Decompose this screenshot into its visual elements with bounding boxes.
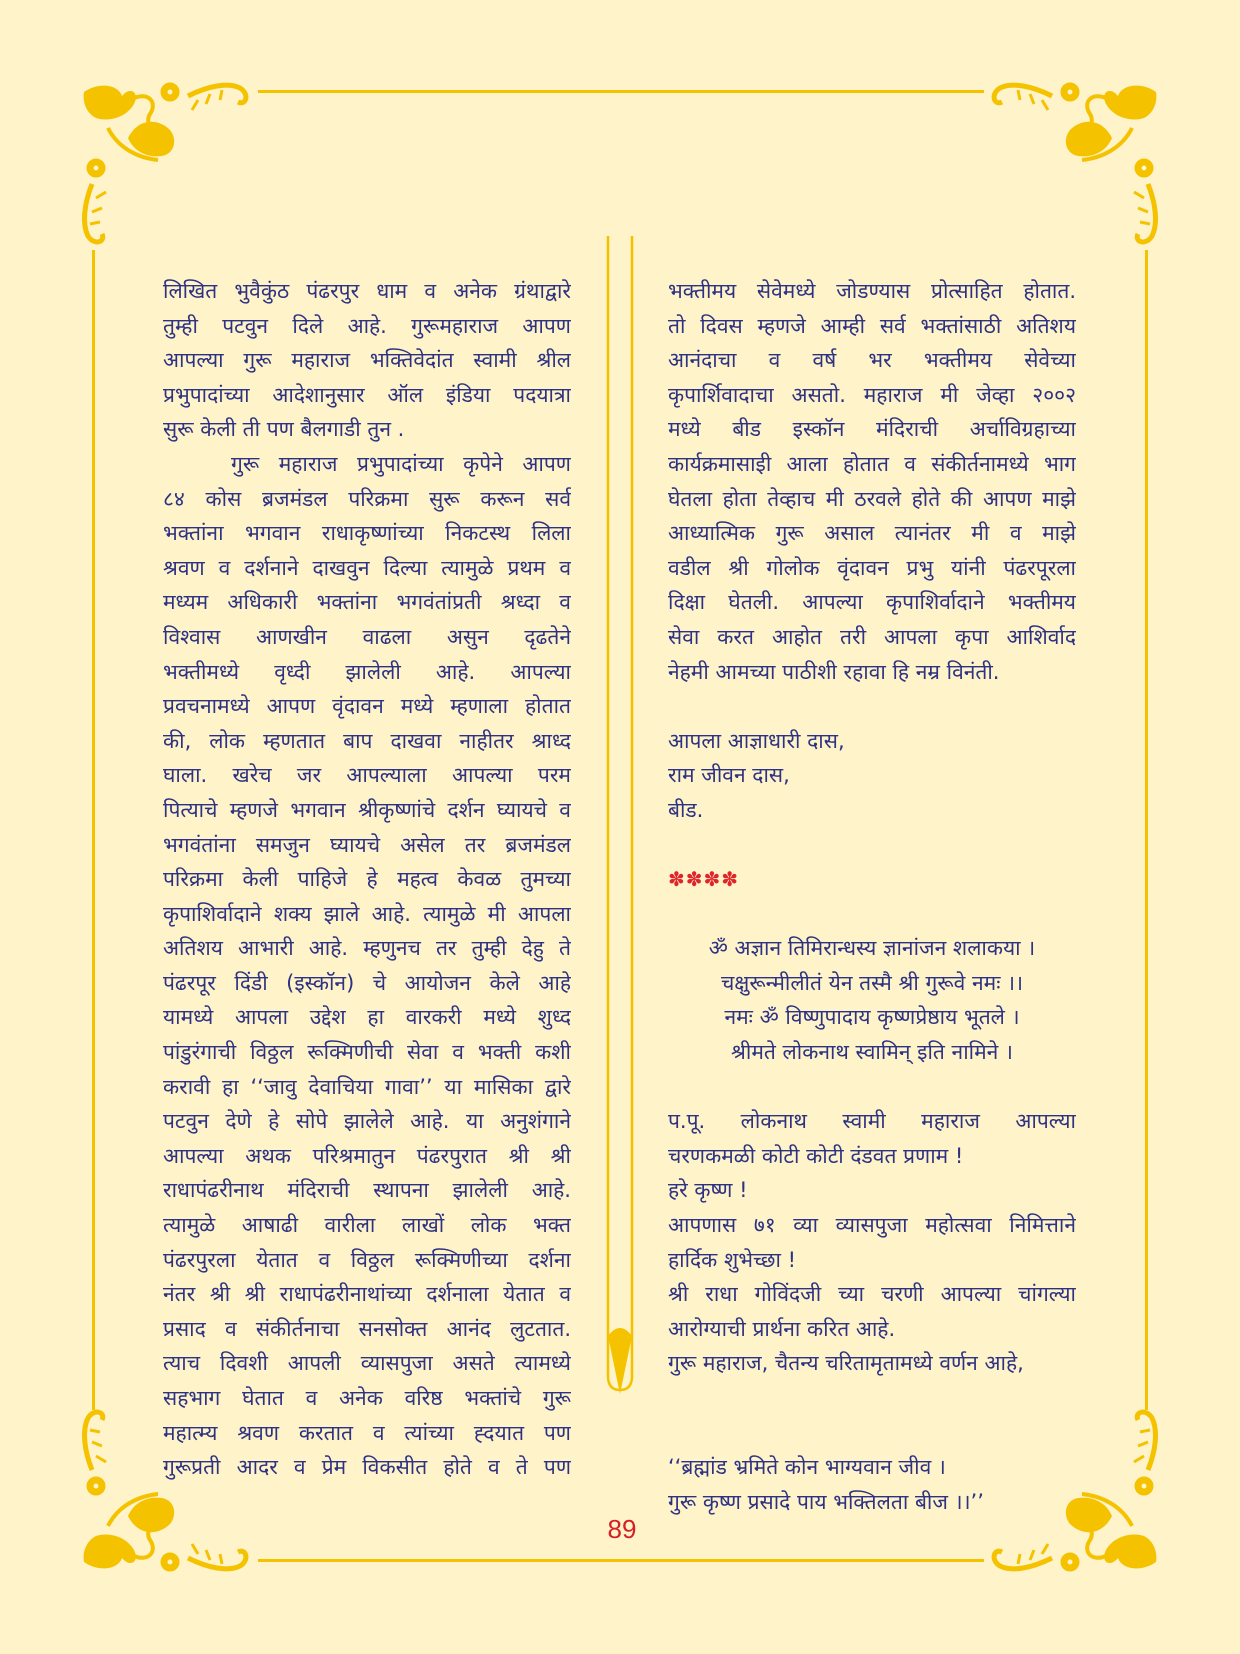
paragraph-line: अतिशय आभारी आहे. म्हणुनच तर तुम्ही देहु ते [163, 936, 571, 961]
paragraph-line: पंढरपुरला येतात व विठ्ठल रूक्मिणीच्या दर्शना [163, 1247, 571, 1272]
greeting-line: गुरू महाराज, चैतन्य चरितामृतामध्ये वर्णन आहे, [668, 1351, 1024, 1376]
paragraph-line: नेहमी आमच्या पाठीशी रहावा हि नम्र विनंती. [668, 659, 1000, 684]
left-column [163, 274, 571, 1485]
paragraph-line: करावी हा ‘‘जावु देवाचिया गावा’’ या मासिका द्वारे [163, 1074, 571, 1099]
corner-ornament-top-left [78, 78, 258, 258]
paragraph-line: गुरू महाराज प्रभुपादांच्या कृपेने आपण [231, 451, 571, 476]
paragraph-line: पंढरपूर दिंडी (इस्कॉन) चे आयोजन केले आहे [163, 970, 571, 995]
paragraph-line: प्रभुपादांच्या आदेशानुसार ऑल इंडिया पदयात्रा [163, 382, 571, 407]
paragraph-line: भगवंतांना समजुन घ्यायचे असेल तर ब्रजमंडल [163, 832, 571, 857]
paragraph-line: आपल्या गुरू महाराज भक्तिवेदांत स्वामी श्रील [163, 348, 571, 373]
paragraph-line: नंतर श्री श्री राधापंढरीनाथांच्या दर्शनाला येतात व [163, 1282, 571, 1307]
paragraph-line: विश्वास आणखीन वाढला असुन दृढतेने [163, 624, 571, 649]
paragraph-line: पांडुरंगाची विठ्ठल रूक्मिणीची सेवा व भक्ती कशी [163, 1040, 571, 1065]
paragraph-line: श्रवण व दर्शनाने दाखवुन दिल्या त्यामुळे प्रथम व [163, 555, 571, 580]
paragraph-line: दिक्षा घेतली. आपल्या कृपाशिर्वादाने भक्तीमय [668, 590, 1076, 615]
paragraph-line: कृपाशिर्वादाने शक्य झाले आहे. त्यामुळे मी आपला [163, 901, 571, 926]
greeting-line: प.पू. लोकनाथ स्वामी महाराज आपल्या [668, 1109, 1076, 1134]
paragraph-line: लिखित भुवैकुंठ पंढरपुर धाम व अनेक ग्रंथाद्वारे [163, 279, 571, 303]
paragraph-line: महात्म्य श्रवण करतात व त्यांच्या ह्दयात पण [163, 1420, 571, 1445]
spacer [668, 689, 1076, 724]
bottom-border-line [258, 1559, 984, 1562]
paragraph-line: आध्यात्मिक गुरू असाल त्यानंतर मी व माझे [668, 521, 1076, 546]
paragraph-line: पित्याचे म्हणजे भगवान श्रीकृष्णांचे दर्शन घ्यायचे व [163, 797, 571, 822]
top-border-line [258, 90, 984, 93]
paragraph-line: त्याच दिवशी आपली व्यासपुजा असते त्यामध्ये [163, 1351, 571, 1376]
paragraph-line: घाला. खरेच जर आपल्याला आपल्या परम [163, 763, 571, 788]
paragraph-line: ८४ कोस ब्रजमंडल परिक्रमा सुरू करून सर्व [163, 486, 571, 511]
right-border-line [1145, 250, 1148, 1410]
paragraph-line: घेतला होता तेव्हाच मी ठरवले होते की आपण माझे [668, 486, 1076, 511]
shloka-line: चक्षुरून्मीलीतं येन तस्मै श्री गुरूवे नमः ।। [720, 970, 1024, 995]
paragraph-line: त्यामुळे आषाढी वारीला लाखों लोक भक्त [163, 1213, 571, 1238]
paragraph-line: की, लोक म्हणतात बाप दाखवा नाहीतर श्राध्द [163, 728, 571, 753]
paragraph-line: प्रवचनामध्ये आपण वृंदावन मध्ये म्हणाला होतात [163, 694, 571, 719]
paragraph-line: भक्तीमय सेवेमध्ये जोडण्यास प्रोत्साहित होतात. [668, 279, 1076, 303]
corner-ornament-top-right [982, 78, 1162, 258]
paragraph-line: गुरूप्रती आदर व प्रेम विकसीत होते व ते पण [163, 1455, 571, 1480]
paragraph-line: मध्यम अधिकारी भक्तांना भगवंतांप्रती श्रध्दा व [163, 590, 571, 615]
paragraph-line: सेवा करत आहोत तरी आपला कृपा आशिर्वाद [668, 624, 1076, 649]
shloka-line: नमः ॐ विष्णुपादाय कृष्णप्रेष्ठाय भूतले । [724, 1005, 1020, 1030]
paragraph-line: तो दिवस म्हणजे आम्ही सर्व भक्तांसाठी अतिशय [668, 313, 1076, 338]
paragraph-line: भक्तांना भगवान राधाकृष्णांच्या निकटस्थ लिला [163, 521, 571, 546]
quote-line: गुरू कृष्ण प्रसादे पाय भक्तिलता बीज ।।’’ [668, 1489, 984, 1514]
paragraph-line: प्रसाद व संकीर्तनाचा सनसोक्त आनंद लुटतात. [163, 1316, 571, 1341]
separator-stars: ✽✽✽✽ [668, 867, 740, 892]
paragraph-line: सहभाग घेतात व अनेक वरिष्ठ भक्तांचे गुरू [163, 1386, 571, 1410]
paragraph-line: तुम्ही पटवुन दिले आहे. गुरूमहाराज आपण [163, 313, 571, 338]
signature-line: आपला आज्ञाधारी दास, [668, 728, 845, 753]
greeting-line: हार्दिक शुभेच्छा ! [668, 1247, 797, 1272]
spacer [668, 828, 1076, 863]
paragraph-line: पटवुन देणे हे सोपे झालेले आहे. या अनुशंगाने [163, 1109, 571, 1134]
spacer [668, 897, 1076, 932]
right-column [668, 274, 1076, 1519]
spacer [668, 1070, 1076, 1105]
paragraph-line: परिक्रमा केली पाहिजे हे महत्व केवळ तुमच्या [163, 867, 571, 892]
greeting-line: आपणास ७१ व्या व्यासपुजा महोत्सवा निमित्ताने [668, 1213, 1076, 1238]
paragraph-line: राधापंढरीनाथ मंदिराची स्थापना झालेली आहे. [163, 1178, 571, 1203]
paragraph-line: यामध्ये आपला उद्देश हा वारकरी मध्ये शुध्द [163, 1005, 571, 1030]
paragraph-line: वडील श्री गोलोक वृंदावन प्रभु यांनी पंढरपूरला [668, 555, 1076, 580]
quote-line: ‘‘ब्रह्मांड भ्रमिते कोन भाग्यवान जीव । [668, 1455, 946, 1480]
greeting-line: चरणकमळी कोटी कोटी दंडवत प्रणाम ! [668, 1143, 964, 1168]
shloka-line: श्रीमते लोकनाथ स्वामिन् इति नामिने । [731, 1040, 1013, 1065]
left-border-line [92, 250, 95, 1410]
column-divider [606, 236, 634, 1396]
paragraph-line: कृपार्शिवादाचा असतो. महाराज मी जेव्हा २००२ [668, 382, 1076, 407]
greeting-line: हरे कृष्ण ! [668, 1178, 748, 1203]
paragraph-line: सुरू केली ती पण बैलगाडी तुन . [163, 417, 405, 442]
spacer [668, 1381, 1076, 1416]
shloka-line: ॐ अज्ञान तिमिरान्धस्य ज्ञानांजन शलाकया । [708, 936, 1036, 961]
greeting-line: आरोग्याची प्रार्थना करित आहे. [668, 1316, 896, 1341]
spacer [668, 1416, 1076, 1451]
signature-line: राम जीवन दास, [668, 763, 790, 788]
paragraph-line: मध्ये बीड इस्कॉन मंदिराची अर्चाविग्रहाच्या [668, 417, 1076, 442]
paragraph-line: कार्यक्रमासाइी आला होतात व संकीर्तनामध्ये भाग [668, 451, 1076, 476]
paragraph-line: आपल्या अथक परिश्रमातुन पंढरपुरात श्री श्री [163, 1143, 571, 1168]
page-number: 89 [607, 1514, 637, 1544]
paragraph-line: भक्तीमध्ये वृध्दी झालेली आहे. आपल्या [163, 659, 571, 684]
paragraph-line: आनंदाचा व वर्ष भर भक्तीमय सेवेच्या [668, 348, 1076, 373]
greeting-line: श्री राधा गोविंदजी च्या चरणी आपल्या चांगल्या [668, 1282, 1076, 1307]
signature-line: बीड. [668, 797, 704, 822]
